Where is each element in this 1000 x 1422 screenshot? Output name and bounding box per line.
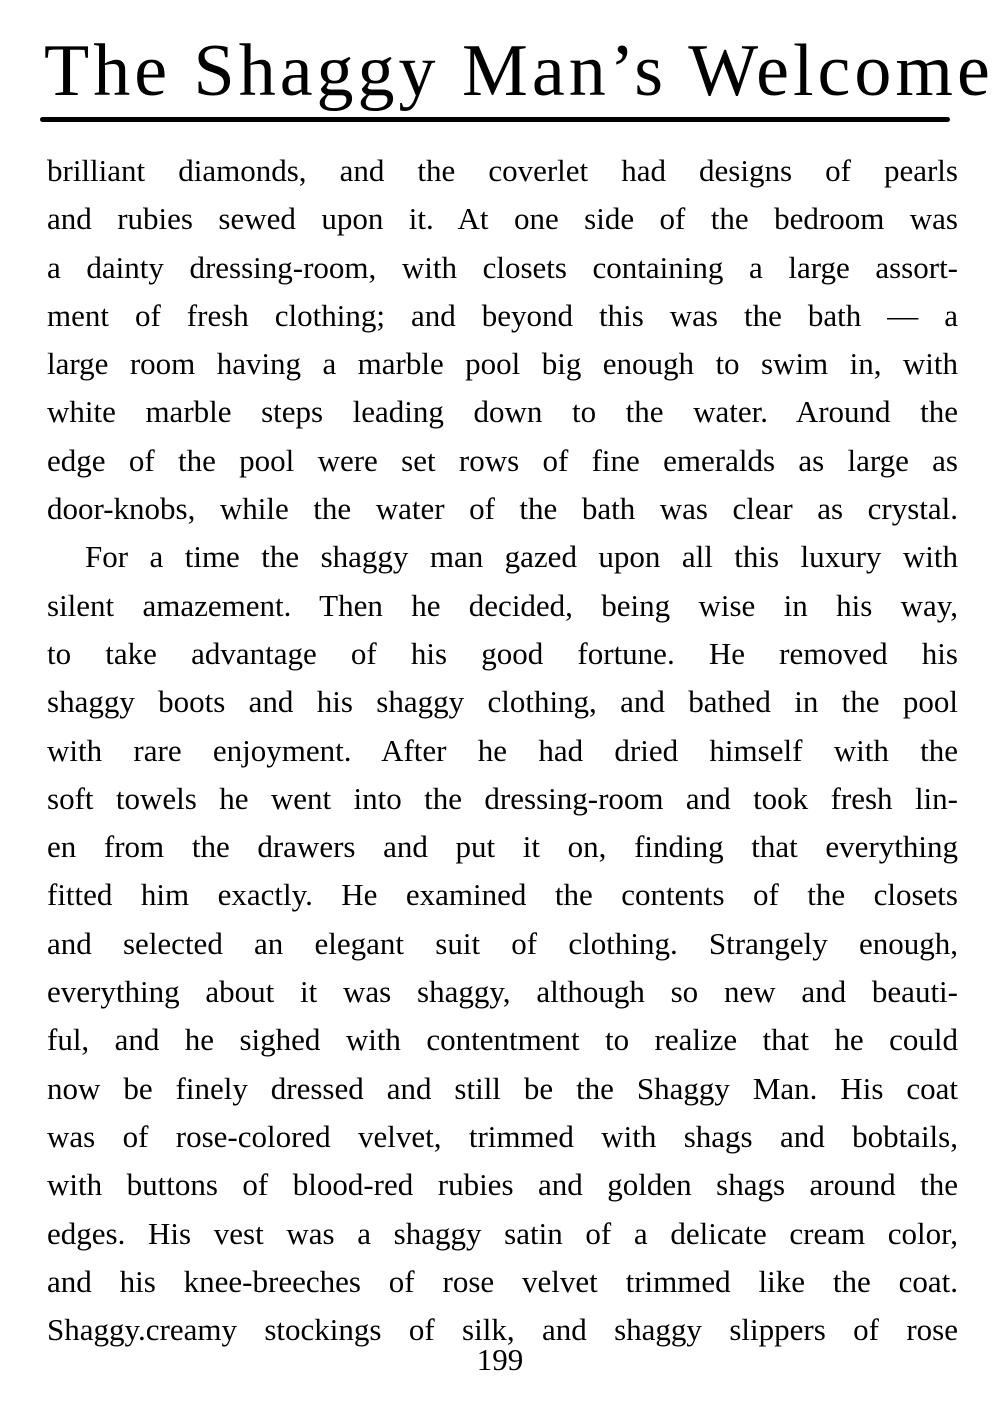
body-text bbox=[47, 147, 958, 1354]
text-line: white marble steps leading down to the water. Around the bbox=[47, 394, 958, 430]
text-line: door-knobs, while the water of the bath was clear as crystal. bbox=[47, 491, 958, 527]
text-line: was of rose-colored velvet, trimmed with shags and bobtails, bbox=[47, 1118, 958, 1154]
text-line: brilliant diamonds, and the coverlet had designs of pearls bbox=[47, 153, 958, 188]
text-line: to take advantage of his good fortune. He removed his bbox=[47, 635, 958, 671]
text-line: edges. His vest was a shaggy satin of a delicate cream color, bbox=[47, 1215, 958, 1251]
header-rule bbox=[40, 117, 950, 122]
running-head-title: The Shaggy Man’s Welcome bbox=[44, 30, 994, 112]
text-line: and selected an elegant suit of clothing. Strangely enough, bbox=[47, 925, 958, 961]
text-line: large room having a marble pool big enough to swim in, with bbox=[47, 346, 958, 382]
text-line: everything about it was shaggy, although so new and beauti- bbox=[47, 974, 958, 1010]
text-line: with rare enjoyment. After he had dried himself with the bbox=[47, 732, 958, 768]
text-line: and rubies sewed upon it. At one side of the bedroom was bbox=[47, 201, 958, 237]
page-number: 199 bbox=[476, 1342, 524, 1377]
text-line: shaggy boots and his shaggy clothing, and bathed in the pool bbox=[47, 684, 958, 720]
text-line: ful, and he sighed with contentment to realize that he could bbox=[47, 1022, 958, 1058]
paragraph-start-line: For a time the shaggy man gazed upon all this luxury with bbox=[85, 539, 958, 575]
text-line: with buttons of blood-red rubies and golden shags around the bbox=[47, 1167, 958, 1203]
text-line: soft towels he went into the dressing-room and took fresh lin- bbox=[47, 780, 958, 816]
text-line: and his knee-breeches of rose velvet trimmed like the coat. bbox=[47, 1263, 958, 1299]
text-line: now be finely dressed and still be the Shaggy Man. His coat bbox=[47, 1070, 958, 1106]
text-line: silent amazement. Then he decided, being wise in his way, bbox=[47, 587, 958, 623]
text-line: edge of the pool were set rows of fine emeralds as large as bbox=[47, 442, 958, 478]
text-line: en from the drawers and put it on, finding that everything bbox=[47, 829, 958, 865]
text-line: ment of fresh clothing; and beyond this was the bath — a bbox=[47, 297, 958, 333]
text-line: fitted him exactly. He examined the contents of the closets bbox=[47, 877, 958, 913]
text-line: Shaggy.creamy stockings of silk, and shaggy slippers of rose bbox=[47, 1312, 958, 1348]
text-line: a dainty dressing-room, with closets containing a large assort- bbox=[47, 249, 958, 285]
